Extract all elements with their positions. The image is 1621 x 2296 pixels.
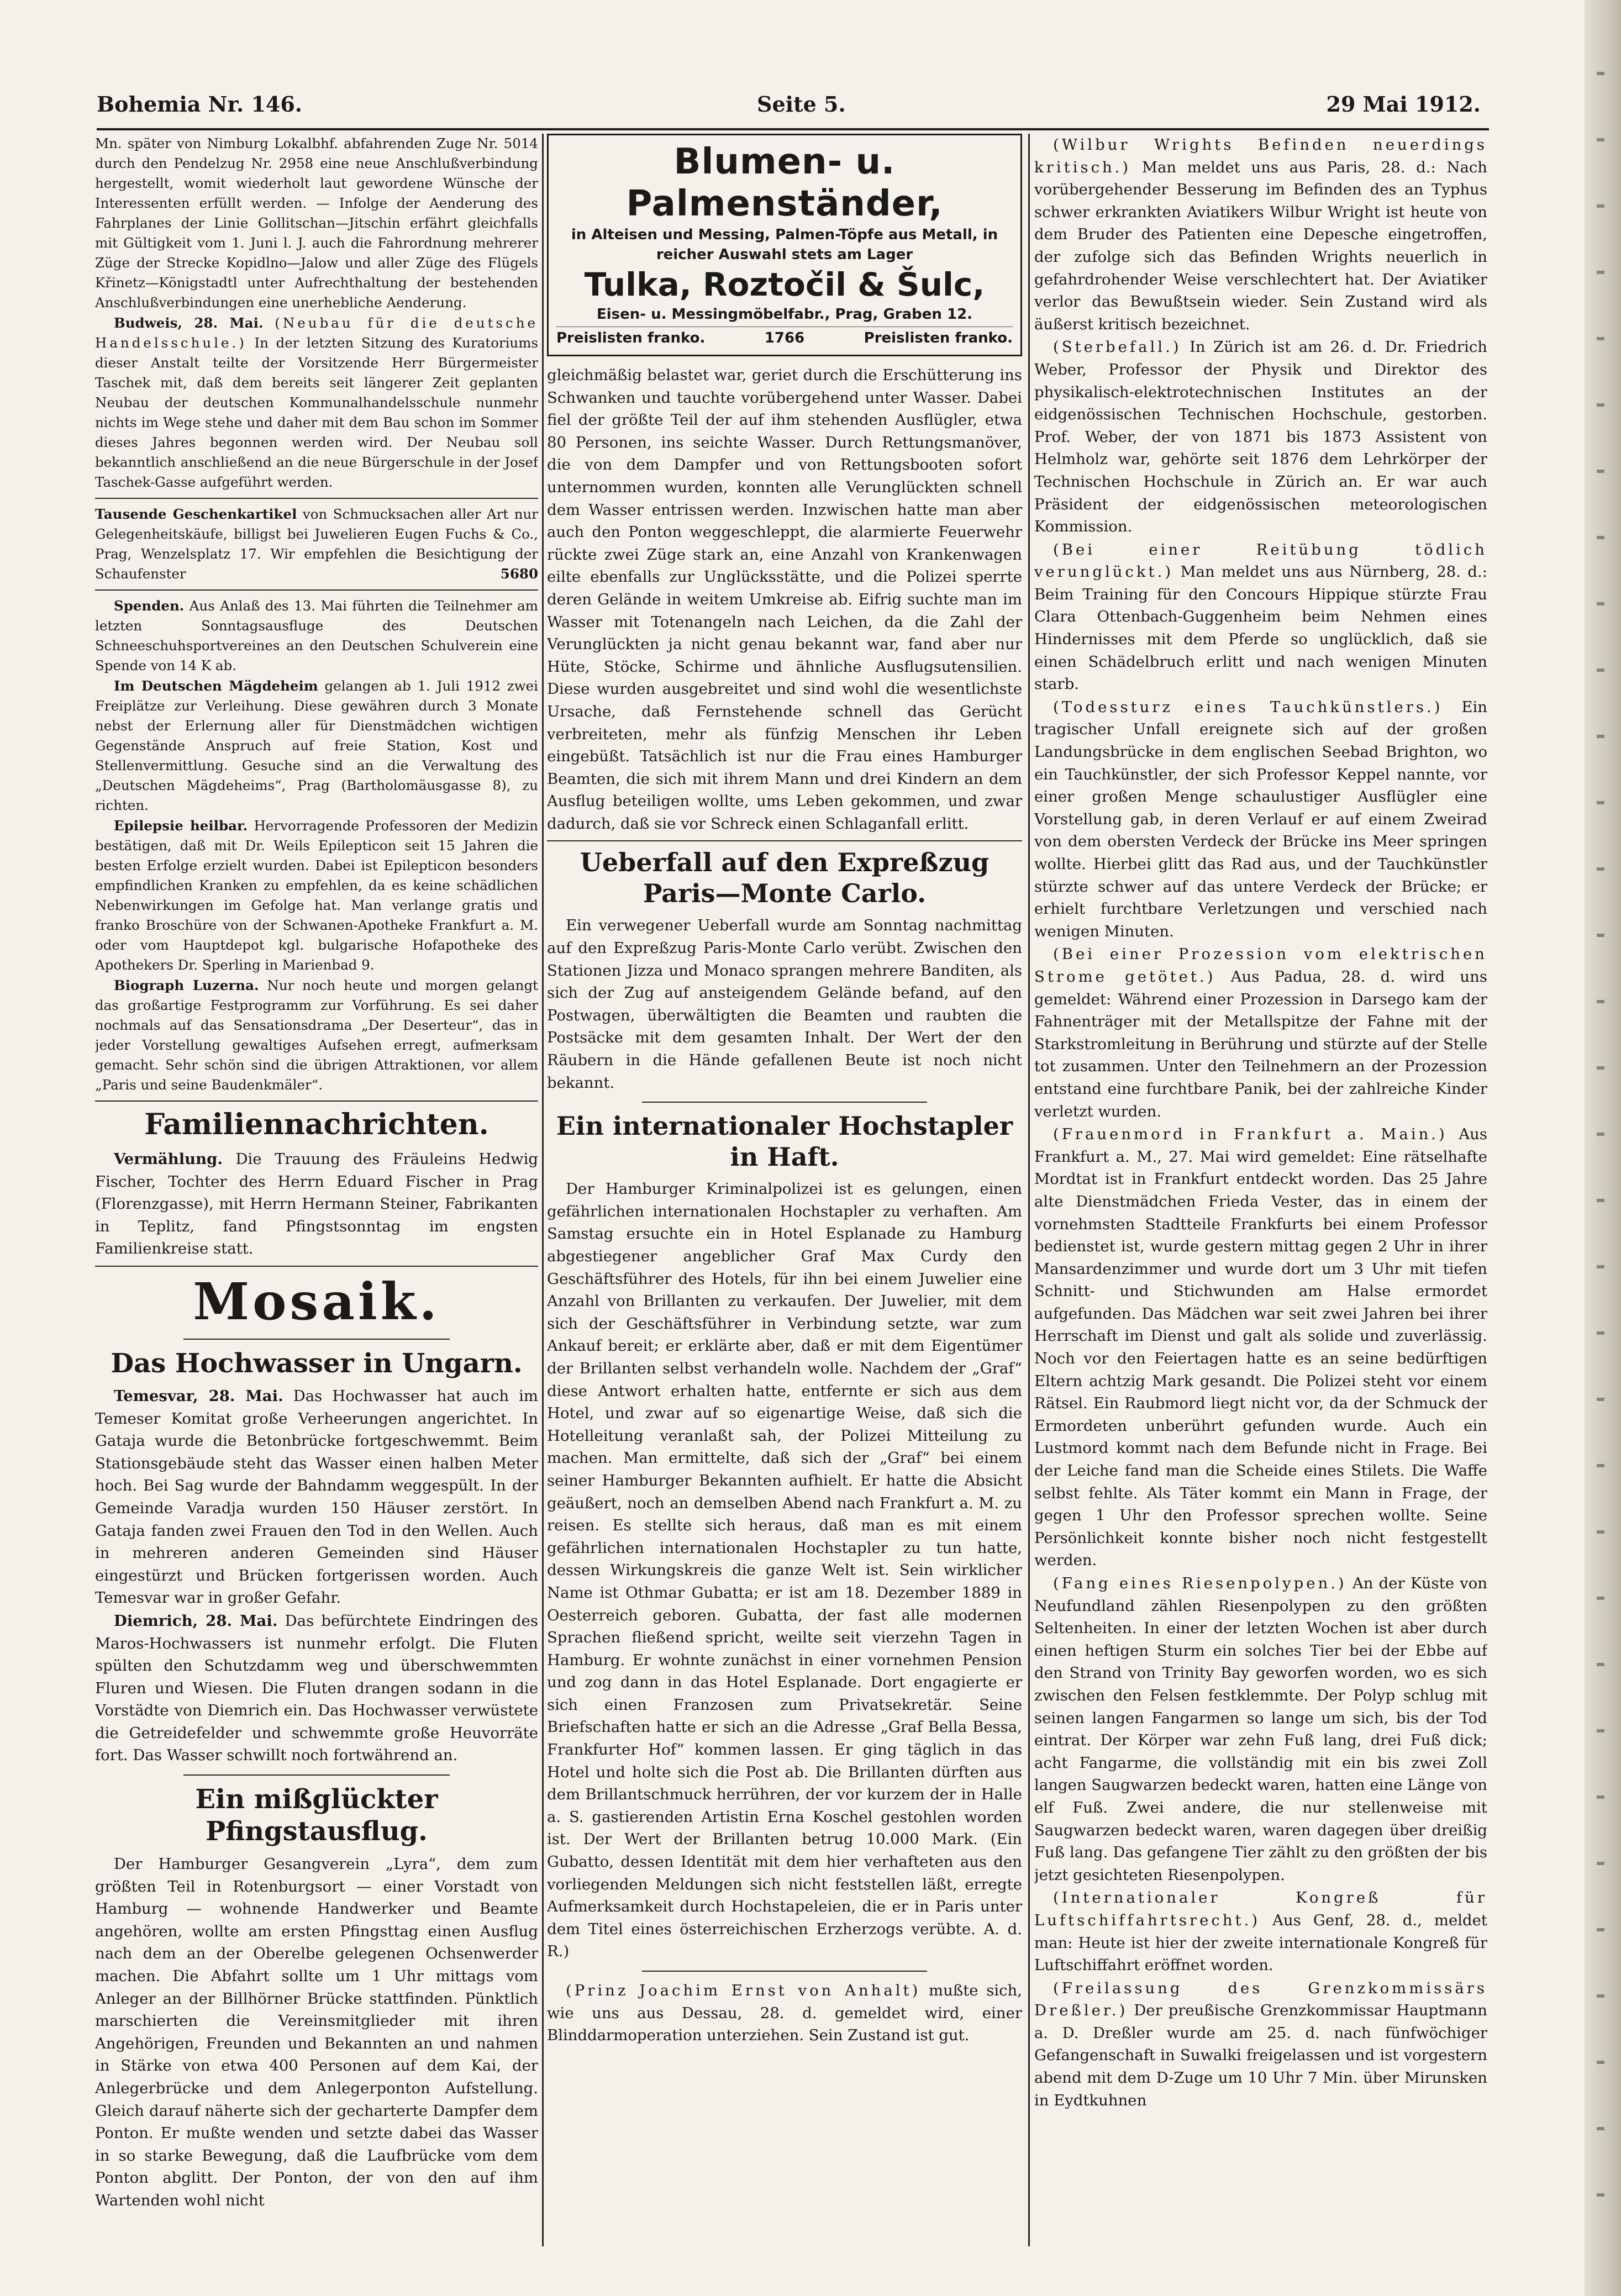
headline-hochstapler: Ein internationaler Hochstapler in Haft. xyxy=(556,1111,1013,1172)
article-rail-schedule: Mn. später von Nimburg Lokalbhf. abfahrenden Zuge Nr. 5014 durch den Pendelzug Nr. 2958 eine neue Anschlußverbindung hergestellt, womit wiederholt laut gewordene Wünsche der Interessenten erfüllt werden. — Infolge der Aenderung des Fahrplanes der Linie Gollitschan—Jitschin erfährt gleichfalls mit Gültigkeit vom 1. Juni l. J. auch die Fahrordnung mehrerer Züge der Strecke Kopidlno—Jalow und aller Züge des Flügels Křinetz—Königstadtl unter Aufrechthaltung der bestehenden Anschlußverbindungen eine unerhebliche Aenderung. xyxy=(95,135,538,310)
article-pfingstausflug-cont: gleichmäßig belastet war, geriet durch die Erschütterung ins Schwanken und tauchte vorübergehend unter Wasser. Dabei fiel der größte Teil der auf ihm stehenden Ausflügler, etwa 80 Personen, ins seichte Wasser. Durch Rettungsmanöver, die von dem Dampfer und von Rettungsbooten sofort unternommen wurden, konnten alle Verunglückten schnell dem Wasser entrissen werden. Inzwischen hatte man aber auch den Ponton weggeschleppt, die alarmierte Feuerwehr rückte zwei Züge stark an, eine Anzahl von Krankenwagen eilte ebenfalls zur Unglücksstätte, und die Polizei sperrte deren Gelände in weitem Umkreise ab. Eifrig suchte man im Wasser mit Totenangeln nach Leichen, da die Zahl der Verunglückten ja nicht genau bekannt war, fand aber nur Hüte, Stöcke, Schirme und ähnliche Ausflugsutensilien. Diese wurden ausgebreitet und sind wohl die wesentlichste Ursache, daß Fernstehende schnell das Gerücht verbreiteten, mehr als fünfzig Menschen ihr Leben eingebüßt. Tatsächlich ist nur die Frau eines Hamburger Beamten, die sich mit ihrem Mann und drei Kindern an dem Ausflug beteiligen wollte, ums Leben gekommen, und zwar dadurch, daß sie vor Schreck einen Schlaganfall erlitt. xyxy=(547,366,1022,833)
article-budweis: Budweis, 28. Mai. (Neubau für die deutsche Handelsschule.) In der letzten Sitzung des Kuratoriums dieser Anstalt teilte der Vorsitzende Herr Bürgermeister Taschek mit, daß dem bereits seit längerer Zeit geplanten Neubau der deutschen Kommunalhandelsschule nunmehr nichts im Wege stehe und daher mit dem Bau schon im Sommer dieses Jahres begonnen werden wird. Der Neubau soll bekanntlich anschließend an die neue Bürgerschule in der Josef Taschek-Gasse aufgeführt werden. xyxy=(95,315,538,490)
divider xyxy=(547,840,1022,841)
headline-expresszug: Ueberfall auf den Expreßzug Paris—Monte Carlo. xyxy=(580,847,990,909)
ad-jewelers: Tausende Geschenkartikel von Schmucksachen aller Art nur Gelegenheitskäufe, billigst bei Juwelieren Eugen Fuchs & Co., Prag, Wenzelsplatz 17. Wir empfehlen die Besichtigung der Schaufenster 5680 xyxy=(95,506,538,582)
binding-holes xyxy=(1597,72,1604,2226)
column-left xyxy=(95,134,538,2246)
divider xyxy=(95,1266,538,1267)
article-prozession: (Bei einer Prozession vom elektrischen Strome getötet.) Aus Padua, 28. d. wird uns gemeldet: Während einer Prozession in Darsego kam der Fahnenträger mit der Metallspitze der Fahne mit der Starkstromleitung in Berührung und stürzte auf der Stelle tot zusammen. Unter den Teilnehmern an der Prozession entstand eine furchtbare Panik, bei der zahlreiche Kinder verletzt wurden. xyxy=(1034,945,1487,1120)
page-number: Seite 5. xyxy=(757,92,846,117)
article-dressler: (Freilassung des Grenzkommissärs Dreßler.) Der preußische Grenzkommissar Hauptmann a. D. Dreßler wurde am 25. d. nach fünfwöchiger Gefangenschaft in Suwalki freigelassen und ist vorgestern abend mit dem D-Zuge um 10 Uhr 7 Min. über Mirunsken in Eydtkuhnen xyxy=(1034,1979,1487,2109)
article-biograph: Biograph Luzerna. Nur noch heute und morgen gelangt das großartige Festprogramm zur Vorführung. Es sei daher nochmals auf das Sensationsdrama „Der Deserteur“, das in jeder Vorstellung gewaltiges Aufsehen erregt, aufmerksam gemacht. Sehr schön sind die übrigen Attraktionen, vor allem „Paris und seine Baudenkmäler“. xyxy=(95,977,538,1093)
divider xyxy=(183,1774,449,1776)
ad-epilepsie: Epilepsie heilbar. Hervorragende Professoren der Medizin bestätigen, daß mit Dr. Weils Epilepticon seit 15 Jahren die besten Erfolge erzielt wurden. Dabei ist Epilepticon besonders empfindlichen Kranken zu empfehlen, da es keine schädlichen Nebenwirkungen im Gefolge hat. Man verlange gratis und franko Broschüre von der Schwanen-Apotheke Frankfurt a. M. oder vom Hauptdepot kgl. bulgarische Hofapotheke des Apothekers Dr. Sperling in Marienbad 9. xyxy=(95,818,538,973)
divider xyxy=(642,1971,927,1972)
article-wilbur-wright: (Wilbur Wrights Befinden neuerdings kritisch.) Man meldet uns aus Paris, 28. d.: Nach vorübergehender Besserung im Befinden des an Typhus schwer erkrankten Aviatikers Wilbur Wright ist heute von dem Bruder des Patienten eine Depesche eingetroffen, der zufolge sich das Befinden Wrights neuerlich in gefahrdrohender Weise verschlechtert hat. Der Aviatiker verlor das Bewußtsein wieder. Sein Zustand wird als äußerst kritisch bezeichnet. xyxy=(1034,136,1487,333)
ad-footer: Preislisten franko. 1766 Preislisten franko. xyxy=(556,327,1013,348)
header-rule xyxy=(97,128,1489,130)
article-riesenpolyp: (Fang eines Riesenpolypen.) An der Küste von Neufundland zählen Riesenpolypen zu den größten Seltenheiten. In einer der letzten Wochen ist aber durch einen heftigen Sturm ein solches Tier bei der Ebbe auf den Strand von Trinity Bay geworfen worden, wo es sich zwischen den Felsen festklemmte. Der Polyp schlug mit seinen langen Fangarmen so lange um sich, bis der Tod eintrat. Der Körper war zehn Fuß lang, drei Fuß dick; acht Fangarme, die vollständig mit ein bis zwei Zoll langen Saugwarzen bedeckt waren, hatten eine Länge von elf Fuß. Zwei andere, die nur stellenweise mit Saugwarzen bedeckt waren, waren dagegen über dreißig Fuß lang. Das gefangene Tier zählt zu den größten der bis jetzt gesichteten Riesenpolypen. xyxy=(1034,1574,1487,1884)
article-reituebung: (Bei einer Reitübung tödlich verunglückt.) Man meldet uns aus Nürnberg, 28. d.: Beim Training für den Concours Hippique stürzte Frau Clara Ottenbach-Guggenheim beim Nehmen eines Hindernisses mit dem Pferde so unglücklich, daß sie einen Schädelbruch erlitt und nach wenigen Minuten starb. xyxy=(1034,540,1487,693)
ad-company: Tulka, Roztočil & Šulc, xyxy=(584,266,985,303)
article-vermaehlung: Vermählung. Die Trauung des Fräuleins Hedwig Fischer, Tochter des Herrn Eduard Fischer in Prag (Florenzgasse), mit Herrn Hermann Steiner, Fabrikanten in Teplitz, fand Pfingstsonntag im engsten Familienkreise statt. xyxy=(95,1150,538,1258)
article-diemrich: Diemrich, 28. Mai. Das befürchtete Eindringen des Maros-Hochwassers ist nunmehr erfolgt. Die Fluten spülten den Schutzdamm weg und überschwemmten Fluren und Wiesen. Die Fluten drangen sodann in die Vorstädte von Diemrich ein. Das Hochwasser verwüstete die Getreidefelder und schwemmte große Heuvorräte fort. Das Wasser schwillt noch fortwährend an. xyxy=(95,1612,538,1765)
divider xyxy=(95,498,538,499)
column-middle xyxy=(547,134,1022,2246)
page-header xyxy=(97,87,1481,122)
column-rule-2 xyxy=(1028,134,1030,2246)
article-maegdeheim: Im Deutschen Mägdeheim gelangen ab 1. Juli 1912 zwei Freiplätze zur Verleihung. Diese gewähren durch 3 Monate nebst der Erlernung aller für Dienstmädchen wichtigen Gegenstände Anspruch auf freie Station, Kost und Stellenvermittlung. Gesuche sind an die Verwaltung des „Deutschen Mägdeheims“, Prag (Bartholomäusgasse 8), zu richten. xyxy=(95,678,538,813)
column-right xyxy=(1034,134,1487,2246)
headline-pfingstausflug: Ein mißglückter Pfingstausflug. xyxy=(195,1784,438,1847)
section-title-familiennachrichten: Familiennachrichten. xyxy=(144,1108,489,1141)
article-hochstapler: Der Hamburger Kriminalpolizei ist es gelungen, einen gefährlichen internationalen Hochstapler zu verhaften. Am Samstag ersuchte ein in Hotel Esplanade zu Hamburg abgestiegener angeblicher Graf Max Curdy den Geschäftsführer des Hotels, für ihn bei einem Juwelier eine Anzahl von Brillanten zu verkaufen. Der Juwelier, mit dem sich der Geschäftsführer in Verbindung setzte, war zum Ankauf bereit; er erklärte aber, daß er mit dem Eigentümer der Brillanten selbst verhandeln wolle. Nachdem der „Graf“ diese Antwort erhalten hatte, entfernte er sich aus dem Hotel, und zwar auf so eigenartige Weise, daß sich die Hotelleitung veranlaßt sah, der Polizei Mitteilung zu machen. Man ermittelte, daß sich der „Graf“ bei einem seiner Hamburger Bekannten aufhielt. Er hatte die Absicht geäußert, noch an demselben Abend nach Frankfurt a. M. zu reisen. Es stellte sich heraus, daß man es mit einem gefährlichen internationalen Hochstapler zu tun hatte, dessen Wirkungskreis die ganze Welt ist. Sein wirklicher Name ist Othmar Gubatta; er ist am 18. Dezember 1889 in Oesterreich geboren. Gubatta, der fast alle modernen Sprachen fließend spricht, weilte seit vierzehn Tagen in Hamburg. Er wohnte zunächst in einer vornehmen Pension und zog dann in das Hotel Esplanade. Dort engagierte er sich einen Franzosen zum Privatsekretär. Seine Briefschaften hatte er sich an die Adresse „Graf Bella Bessa, Frankfurter Hof“ kommen lassen. Er ging täglich in das Hotel und holte sich die Post ab. Die Brillanten dürften aus dem Brillantschmuck herrühren, der vor kurzem der in Halle a. S. gastierenden Artistin Erna Koschel gestohlen worden ist. Der Wert der Brillanten betrug 10.000 Mark. (Ein Gubatto, dessen Identität mit dem hier verhafteten aus den vorliegenden Meldungen sich nicht feststellen läßt, erregte Aufmerksamkeit durch Hochstapeleien, die er in Paris unter dem Titel eines österreichischen Erzherzogs verübte. A. d. R.) xyxy=(547,1180,1022,1961)
headline-hochwasser: Das Hochwasser in Ungarn. xyxy=(110,1347,523,1379)
masthead-issue: Bohemia Nr. 146. xyxy=(97,92,303,117)
ad-subtitle: in Alteisen und Messing, Palmen-Töpfe aus Metall, in reicher Auswahl stets am Lager xyxy=(571,227,998,263)
article-tauchkuenstler: (Todessturz eines Tauchkünstlers.) Ein tragischer Unfall ereignete sich auf der großen Landungsbrücke in dem englischen Seebad Brighton, wo ein Tauchkünstler, der sich Professor Keppel nannte, vor einer großen Menge schaulustiger Ausflügler eine Vorstellung gab, in deren Verlauf er auf einem Zweirad von dem obersten Verdeck der Brücke ins Meer springen wollte. Hierbei glitt das Rad aus, und der Tauchkünstler stürzte schwer auf das untere Verdeck der Brücke; er erhielt furchtbare Verletzungen und verschied nach wenigen Minuten. xyxy=(1034,698,1487,940)
article-temesvar: Temesvar, 28. Mai. Das Hochwasser hat auch im Temeser Komitat große Verheerungen angerichtet. In Gataja wurde die Betonbrücke fortgeschwemmt. Beim Stationsgebäude steht das Wasser einen halben Meter hoch. Bei Sag wurde der Bahndamm weggespült. In der Gemeinde Varadja wurden 150 Häuser zerstört. In Gataja fanden zwei Frauen den Tod in den Wellen. Auch in mehreren anderen Gemeinden sind Häuser eingestürzt und Brücken fortgerissen worden. Auch Temesvar war in großer Gefahr. xyxy=(95,1387,538,1607)
article-frauenmord: (Frauenmord in Frankfurt a. Main.) Aus Frankfurt a. M., 27. Mai wird gemeldet: Eine rätselhafte Mordtat ist in Frankfurt entdeckt worden. Das 25 Jahre alte Dienstmädchen Frieda Vester, das in einem der vornehmsten Stadtteile Frankfurts bei einem Professor bedienstet ist, wurde gestern mittag gegen 2 Uhr in ihrer Mansardenzimmer und wurde dort um 3 Uhr mit tiefen Schnitt- und Stichwunden am Halse ermordet aufgefunden. Das Mädchen war seit zwei Jahren bei ihrer Herrschaft im Dienst und galt als solide und zuverlässig. Noch vor den Feiertagen hatte es an seine bedürftigen Eltern achtzig Mark gesandt. Die Polizei steht vor einem Rätsel. Ein Raubmord liegt nicht vor, da der Schmuck der Ermordeten unberührt gefunden wurde. Auch ein Lustmord kommt nach dem Befunde nicht in Frage. Bei der Leiche fand man die Scheide eines Stilets. Die Waffe selbst fehlte. Als Täter kommt ein Mann in Frage, der gegen 1 Uhr den Professor sprechen wollte. Seine Persönlichkeit konnte bisher noch nicht festgestellt werden. xyxy=(1034,1125,1487,1570)
ad-title: Blumen- u. Palmenständer, xyxy=(626,141,943,224)
article-expresszug: Ein verwegener Ueberfall wurde am Sonntag nachmittag auf den Expreßzug Paris-Monte Carlo verübt. Zwischen den Stationen Jizza und Monaco sprangen mehrere Banditen, als sich der Zug auf ansteigendem Gelände befand, auf den Postwagen, überwältigten die Beamten und raubten die Postsäcke mit dem gesamten Inhalt. Der Wert der den Räubern in die Hände gefallenen Beute ist noch nicht bekannt. xyxy=(547,917,1022,1092)
article-pfingstausflug: Der Hamburger Gesangverein „Lyra“, dem zum größten Teil in Rotenburgsort — einer Vorstadt von Hamburg — wohnende Handwerker und Beamte angehören, wollte am ersten Pfingsttag einen Ausflug nach dem an der Oberelbe gelegenen Ochsenwerder machen. Die Abfahrt sollte um 1 Uhr mittags vom Anleger an der Billhörner Brücke stattfinden. Pünktlich marschierten die Vereinsmitglieder mit ihren Angehörigen, Freunden und Bekannten an und nahmen in Stärke von etwa 400 Personen auf dem Kai, der Anlegerbrücke und dem Anlegerponton Aufstellung. Gleich darauf näherte sich der gecharterte Dampfer dem Ponton. Er mußte wenden und setzte dabei das Wasser in so starke Bewegung, daß die Laufbrücke vom dem Ponton abglitt. Der Ponton, der von den auf ihm Wartenden wohl nicht xyxy=(95,1855,538,2209)
divider xyxy=(95,589,538,591)
issue-date: 29 Mai 1912. xyxy=(1326,92,1481,117)
article-spenden: Spenden. Aus Anlaß des 13. Mai führten die Teilnehmer am letzten Sonntagsausfluge des Deutschen Schneeschuhsportvereines an den Deutschen Schulverein eine Spende von 14 K ab. xyxy=(95,598,538,673)
article-prinz-joachim: (Prinz Joachim Ernst von Anhalt) mußte sich, wie uns aus Dessau, 28. d. gemeldet wird, einer Blinddarmoperation unterziehen. Sein Zustand ist gut. xyxy=(547,1982,1022,2045)
divider xyxy=(642,1102,927,1103)
section-title-mosaik: Mosaik. xyxy=(193,1271,440,1331)
column-rule-1 xyxy=(542,134,544,2246)
ad-blumenstaender xyxy=(547,134,1022,356)
ad-address: Eisen- u. Messingmöbelfabr., Prag, Graben 12. xyxy=(596,306,973,323)
divider xyxy=(183,1339,449,1340)
divider xyxy=(95,1100,538,1102)
article-luftschiffahrt: (Internationaler Kongreß für Luftschiffahrtsrecht.) Aus Genf, 28. d., meldet man: Heute ist hier der zweite internationale Kongreß für Luftschiffahrt eröffnet worden. xyxy=(1034,1889,1487,1974)
article-sterbefall: (Sterbefall.) In Zürich ist am 26. d. Dr. Friedrich Weber, Professor der Physik und Direktor des physikalisch-elektrotechnischen Institutes an der eidgenössischen Technischen Hochschule, gestorben. Prof. Weber, der von 1871 bis 1873 Assistent von Helmholz war, gehörte seit 1876 dem Lehrkörper der Technischen Hochschule in Zürich an. Er war auch Präsident der eidgenössischen meteorologischen Kommission. xyxy=(1034,338,1487,536)
